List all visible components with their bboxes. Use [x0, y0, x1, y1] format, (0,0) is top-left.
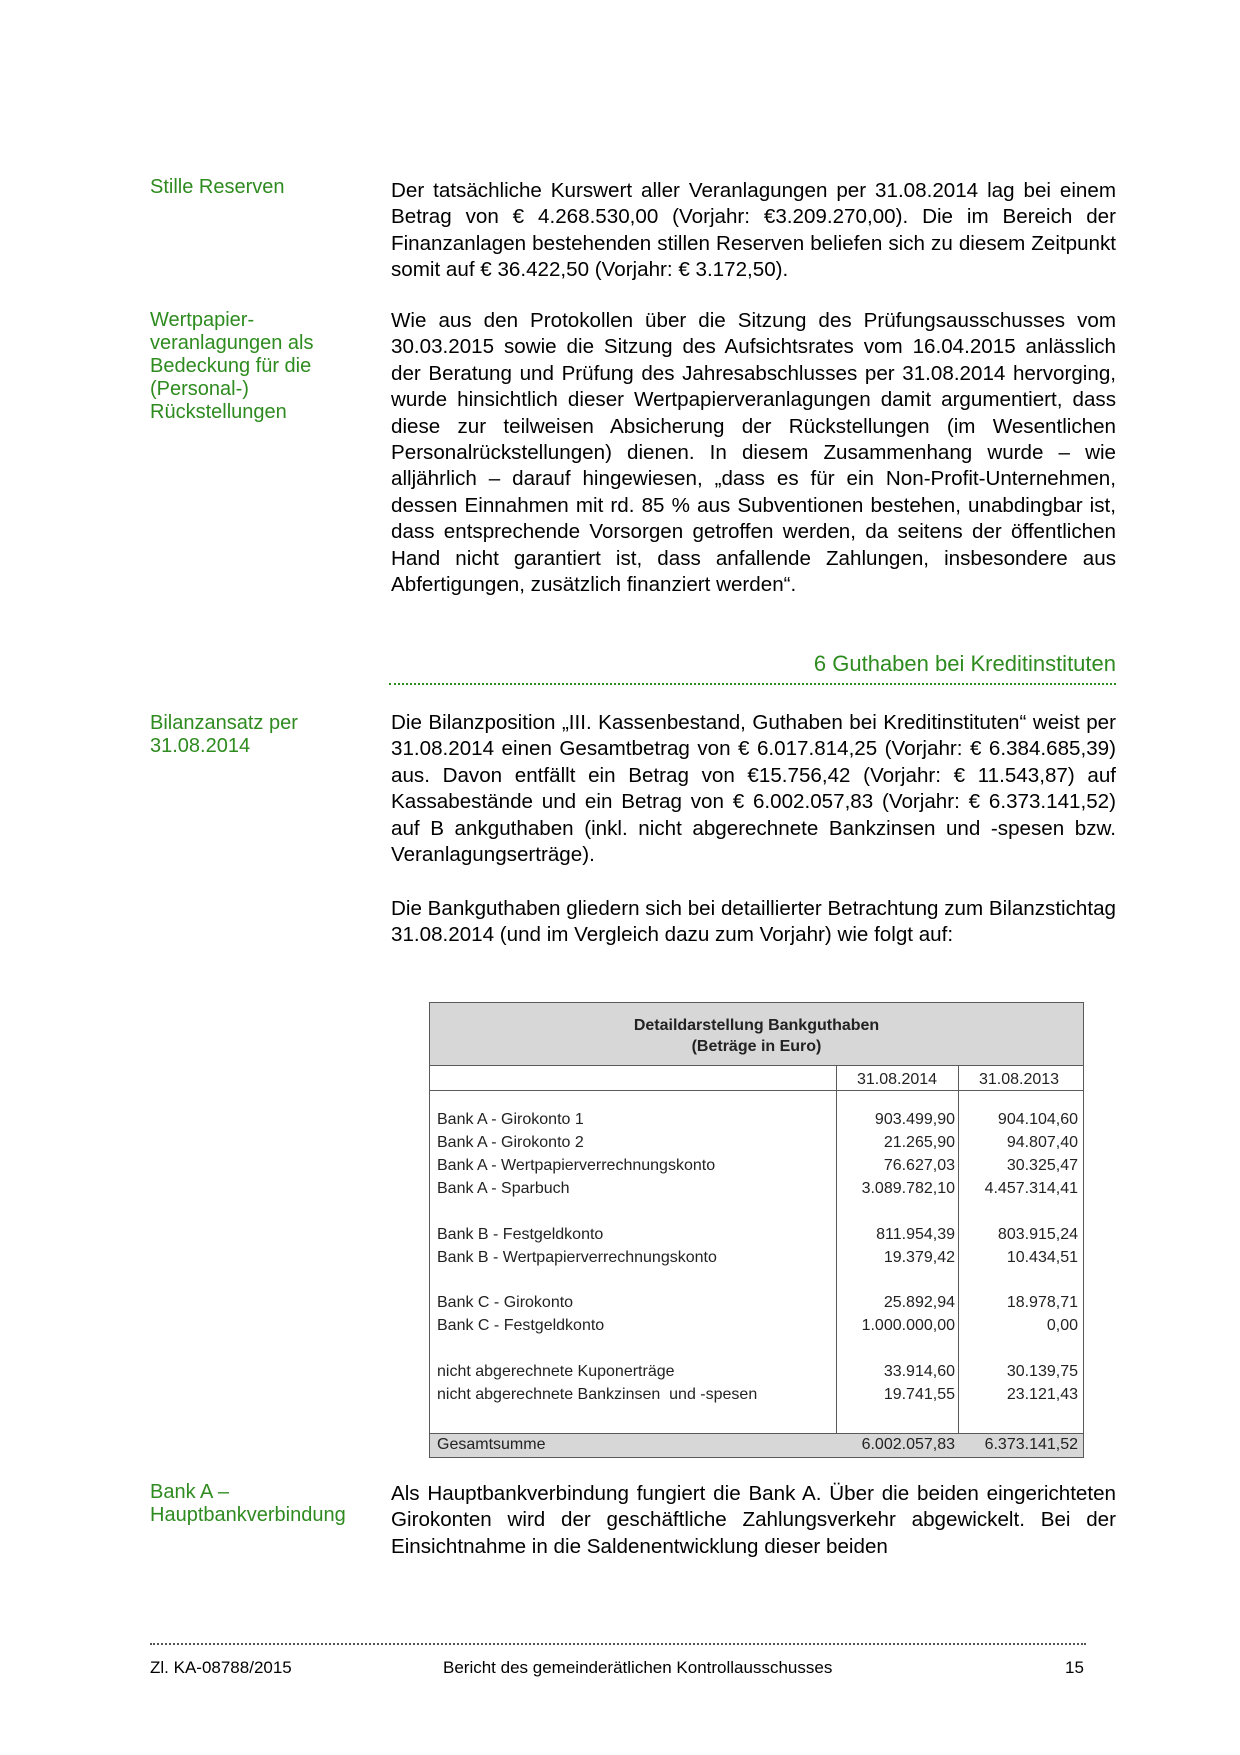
table-row [430, 1131, 1083, 1154]
row-value-2013: 4.457.314,41 [984, 1180, 1078, 1197]
row-value-2013: 803.915,24 [997, 1226, 1078, 1243]
table-row [430, 1291, 1083, 1314]
total-value-2013: 6.373.141,52 [984, 1436, 1078, 1453]
margin-label-bilanzansatz: Bilanzansatz per 31.08.2014 [150, 712, 298, 757]
row-value-2013: 23.121,43 [1006, 1386, 1078, 1403]
paragraph-wertpapier: Wie aus den Protokollen über die Sitzung des Prüfungsausschusses vom 30.03.2015 sowie die Sitzung des Aufsichtsrates vom 16.04.2015 anlässlich der Beratung und Prüfung des Jahresabschlusses per 31.08.2014 hervorging, wurde hinsichtlich dieser Wertpapierveranlagungen damit argumentiert, dass diese zur teilweisen Absicherung der Rückstellungen (im Wesentlichen Personalrückstellungen) dienen. In diesem Zusammenhang wurde – wie alljährlich – darauf hingewiesen, „dass es für ein Non-Profit-Unternehmen, dessen Einnahmen mit rd. 85 % aus Subventionen bestehen, unabdingbar ist, dass entsprechende Vorsorgen getroffen werden, da seitens der öffentlichen Hand nicht garantiert ist, dass anfallende Zahlungen, insbesondere aus Abfertigungen, zusätzlich finanziert werden“. [391, 309, 1116, 597]
row-value-2014: 1.000.000,00 [861, 1317, 955, 1334]
margin-label-wertpapier: Wertpapier-veranlagungen als Bedeckung für die (Personal-) Rückstellungen [150, 309, 314, 423]
row-value-2013: 30.325,47 [1006, 1157, 1078, 1174]
section-heading: 6 Guthaben bei Kreditinstituten [813, 651, 1116, 676]
table-title-line1: Detaildarstellung Bankguthaben [633, 1017, 880, 1034]
row-value-2013: 30.139,75 [1006, 1363, 1078, 1380]
row-label: Bank C - Girokonto [437, 1294, 574, 1311]
table-row [430, 1223, 1083, 1246]
row-label: Bank C - Festgeldkonto [437, 1317, 605, 1334]
page-number: 15 [1065, 1658, 1084, 1677]
column-header-2013: 31.08.2013 [978, 1071, 1060, 1088]
row-value-2014: 25.892,94 [883, 1294, 955, 1311]
margin-label-bank-a: Bank A – Hauptbankverbindung [150, 1481, 346, 1526]
total-value-2014: 6.002.057,83 [861, 1436, 955, 1453]
footer-title: Bericht des gemeinderätlichen Kontrollausschusses [443, 1658, 833, 1677]
row-value-2014: 3.089.782,10 [861, 1180, 955, 1197]
table-row [430, 1177, 1083, 1200]
row-label: Bank A - Girokonto 2 [437, 1134, 584, 1151]
table-row [430, 1383, 1083, 1406]
table-row [430, 1246, 1083, 1269]
row-label: Bank B - Wertpapierverrechnungskonto [437, 1249, 717, 1266]
table-row [430, 1360, 1083, 1383]
row-label: nicht abgerechnete Kuponerträge [437, 1363, 675, 1380]
table-title-line2: (Beträge in Euro) [691, 1038, 822, 1055]
row-label: Bank A - Wertpapierverrechnungskonto [437, 1157, 716, 1174]
row-value-2013: 18.978,71 [1006, 1294, 1078, 1311]
table-row [430, 1314, 1083, 1337]
row-value-2013: 10.434,51 [1006, 1249, 1078, 1266]
row-value-2013: 94.807,40 [1006, 1134, 1078, 1151]
paragraph-bank-a: Als Hauptbankverbindung fungiert die Bank A. Über die beiden eingerichteten Girokonten wird der geschäftliche Zahlungsverkehr abgewickelt. Bei der Einsichtnahme in die Saldenentwicklung dieser beiden [391, 1482, 1116, 1558]
paragraph-bilanzansatz-1: Die Bilanzposition „III. Kassenbestand, Guthaben bei Kreditinstituten“ weist per 31.08.2014 einen Gesamtbetrag von € 6.017.814,25 (Vorjahr: € 6.384.685,39) aus. Davon entfällt ein Betrag von €15.756,42 (Vorjahr: € 11.543,87) auf Kassabestände und ein Betrag von € 6.002.057,83 (Vorjahr: € 6.373.141,52) auf B ankguthaben (inkl. nicht abgerechnete Bankzinsen und -spesen bzw. Veranlagungserträge). [391, 711, 1116, 867]
footer-reference: Zl. KA-08788/2015 [150, 1658, 292, 1677]
paragraph-stille-reserven: Der tatsächliche Kurswert aller Veranlagungen per 31.08.2014 lag bei einem Betrag von € 4.268.530,00 (Vorjahr: €3.209.270,00). Die im Bereich der Finanzanlagen bestehenden stillen Reserven beliefen sich zu diesem Zeitpunkt somit auf € 36.422,50 (Vorjahr: € 3.172,50). [391, 179, 1116, 282]
row-value-2014: 19.379,42 [883, 1249, 955, 1266]
table-total-row [430, 1433, 1083, 1457]
row-label: nicht abgerechnete Bankzinsen und -spesen [437, 1386, 758, 1403]
table-row [430, 1154, 1083, 1177]
heading-divider [389, 683, 1116, 685]
row-value-2014: 21.265,90 [883, 1134, 955, 1151]
row-label: Bank A - Girokonto 1 [437, 1111, 584, 1128]
row-value-2014: 811.954,39 [876, 1226, 955, 1243]
bank-balance-table [429, 1002, 1084, 1458]
row-label: Bank B - Festgeldkonto [437, 1226, 604, 1243]
row-value-2014: 19.741,55 [883, 1386, 955, 1403]
column-header-2014: 31.08.2014 [856, 1071, 938, 1088]
margin-label-stille-reserven: Stille Reserven [150, 176, 285, 198]
total-label: Gesamtsumme [437, 1436, 546, 1453]
row-value-2014: 76.627,03 [883, 1157, 955, 1174]
row-value-2013: 904.104,60 [997, 1111, 1078, 1128]
row-value-2014: 33.914,60 [883, 1363, 955, 1380]
row-label: Bank A - Sparbuch [437, 1180, 570, 1197]
row-value-2014: 903.499,90 [874, 1111, 955, 1128]
paragraph-bilanzansatz-2: Die Bankguthaben gliedern sich bei detaillierter Betrachtung zum Bilanzstichtag 31.08.2014 (und im Vergleich dazu zum Vorjahr) wie folgt auf: [391, 897, 1116, 947]
row-value-2013: 0,00 [1046, 1317, 1078, 1334]
footer-divider [150, 1643, 1086, 1645]
table-title [430, 1003, 1083, 1066]
table-row [430, 1108, 1083, 1131]
